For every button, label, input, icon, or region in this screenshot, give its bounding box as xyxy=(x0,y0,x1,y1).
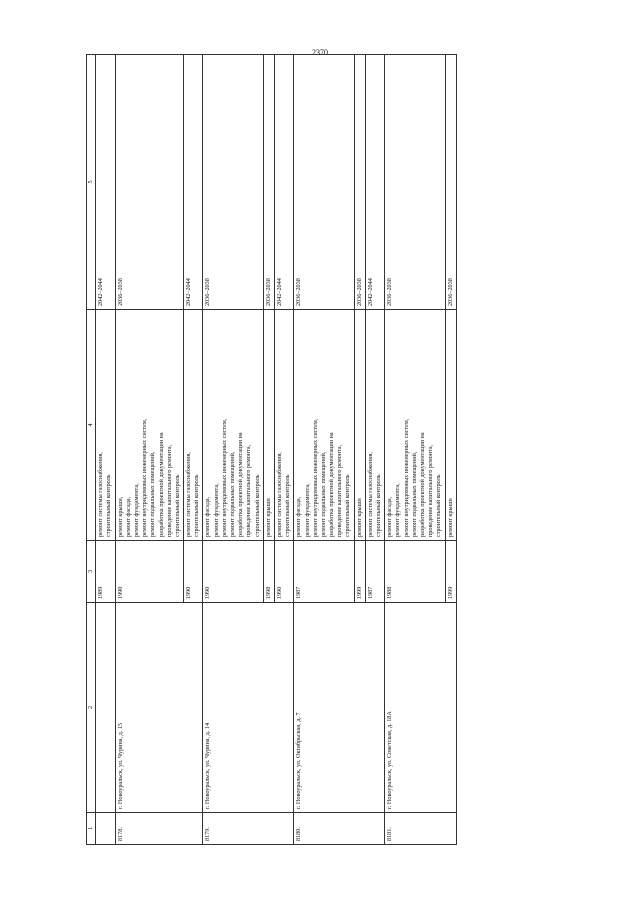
year: 1987 xyxy=(365,541,384,603)
work-item: ремонт системы газоснабжения, xyxy=(185,452,193,537)
work-item: разработка проектной документации на xyxy=(328,432,336,537)
period: 2042–2044 xyxy=(184,55,203,310)
work-item: проведение капитального ремонта, xyxy=(245,444,253,537)
table-row xyxy=(115,55,184,845)
address: г. Новоуральск, ул. Октябрьская, д. 7 xyxy=(294,603,385,813)
work-item: ремонт фундамента, xyxy=(394,483,402,537)
table-row xyxy=(96,55,115,845)
work-item: ремонт крыши, xyxy=(116,496,124,537)
year: 1990 xyxy=(203,541,263,603)
work-item: проведение капитального ремонта, xyxy=(336,444,344,537)
table-row xyxy=(294,55,354,845)
header-cell: 2 xyxy=(87,603,96,813)
address: г. Новоуральск, ул. Чурина, д. 15 xyxy=(115,603,203,813)
work-item: строительный контроль xyxy=(173,474,181,537)
header-cell: 5 xyxy=(87,55,96,310)
rotated-table-container xyxy=(86,80,599,845)
work-item: строительный контроль xyxy=(344,474,352,537)
work-item: ремонт крыши xyxy=(446,498,454,537)
period: 2042–2044 xyxy=(274,55,293,310)
work-item: ремонт подвальных помещений, xyxy=(319,451,327,537)
header-cell: 4 xyxy=(87,310,96,541)
work-item: строительный контроль xyxy=(253,474,261,537)
page-number: 2370 xyxy=(312,48,328,57)
works-list xyxy=(115,310,184,541)
work-item: ремонт фасада, xyxy=(386,496,394,537)
column-number-row xyxy=(87,55,96,845)
row-number: 8179. xyxy=(203,813,294,845)
period: 2036–2038 xyxy=(203,55,263,310)
work-item: ремонт фундамента, xyxy=(303,483,311,537)
year: 1999 xyxy=(445,541,456,603)
year: 1990 xyxy=(184,541,203,603)
row-number: 8180. xyxy=(294,813,385,845)
year: 1990 xyxy=(115,541,184,603)
period: 2036–2038 xyxy=(294,55,354,310)
works-list xyxy=(294,310,354,541)
works-list xyxy=(96,310,115,541)
period: 2036–2038 xyxy=(445,55,456,310)
row-number: 8181. xyxy=(385,813,457,845)
work-item: ремонт фундамента, xyxy=(212,483,220,537)
period: 2036–2038 xyxy=(354,55,365,310)
period: 2042–2044 xyxy=(365,55,384,310)
work-item: разработка проектной документации на xyxy=(157,432,165,537)
work-item: строительный контроль xyxy=(284,474,292,537)
year: 1987 xyxy=(294,541,354,603)
work-item: ремонт внутридомовых инженерных систем, xyxy=(220,418,228,537)
work-item: разработка проектной документации на xyxy=(418,432,426,537)
period: 2042–2044 xyxy=(96,55,115,310)
works-list xyxy=(365,310,384,541)
year: 1989 xyxy=(96,541,115,603)
work-item: ремонт крыши xyxy=(355,498,363,537)
work-item: ремонт крыши xyxy=(264,498,272,537)
year: 1990 xyxy=(274,541,293,603)
work-item: ремонт фундамента, xyxy=(132,483,140,537)
address: г. Новоуральск, ул. Чурина, д. 14 xyxy=(203,603,294,813)
works-list xyxy=(203,310,263,541)
row-number xyxy=(96,813,115,845)
table-row xyxy=(385,55,445,845)
work-item: строительный контроль xyxy=(105,474,113,537)
period: 2036–2038 xyxy=(263,55,274,310)
repair-schedule-table xyxy=(86,54,457,845)
work-item: ремонт внутридомовых инженерных систем, xyxy=(402,418,410,537)
work-item: ремонт подвальных помещений, xyxy=(410,451,418,537)
works-list xyxy=(385,310,445,541)
period: 2036–2038 xyxy=(115,55,184,310)
work-item: ремонт системы газоснабжения, xyxy=(97,452,105,537)
header-cell: 1 xyxy=(87,813,96,845)
work-item: ремонт подвальных помещений, xyxy=(149,451,157,537)
work-item: ремонт фасада, xyxy=(124,496,132,537)
year: 1988 xyxy=(385,541,445,603)
row-number: 8178. xyxy=(115,813,203,845)
work-item: ремонт фасада, xyxy=(204,496,212,537)
work-item: ремонт фасада, xyxy=(295,496,303,537)
works-list xyxy=(263,310,274,541)
address: г. Новоуральск, ул. Советская, д. 18А xyxy=(385,603,457,813)
work-item: разработка проектной документации на xyxy=(237,432,245,537)
work-item: ремонт внутридомовых инженерных систем, xyxy=(311,418,319,537)
header-cell: 3 xyxy=(87,541,96,603)
works-list xyxy=(184,310,203,541)
work-item: строительный контроль xyxy=(375,474,382,537)
period: 2036–2038 xyxy=(385,55,445,310)
year: 1998 xyxy=(263,541,274,603)
year: 1999 xyxy=(354,541,365,603)
work-item: строительный контроль xyxy=(435,474,443,537)
address xyxy=(96,603,115,813)
works-list xyxy=(354,310,365,541)
table-row xyxy=(203,55,263,845)
work-item: проведение капитального ремонта, xyxy=(427,444,435,537)
work-item: строительный контроль xyxy=(193,474,201,537)
work-item: ремонт внутридомовых инженерных систем, xyxy=(141,418,149,537)
work-item: ремонт системы газоснабжения, xyxy=(366,452,374,537)
work-item: проведение капитального ремонта, xyxy=(165,444,173,537)
work-item: ремонт системы газоснабжения, xyxy=(275,452,283,537)
works-list xyxy=(445,310,456,541)
work-item: ремонт подвальных помещений, xyxy=(229,451,236,537)
works-list xyxy=(274,310,293,541)
